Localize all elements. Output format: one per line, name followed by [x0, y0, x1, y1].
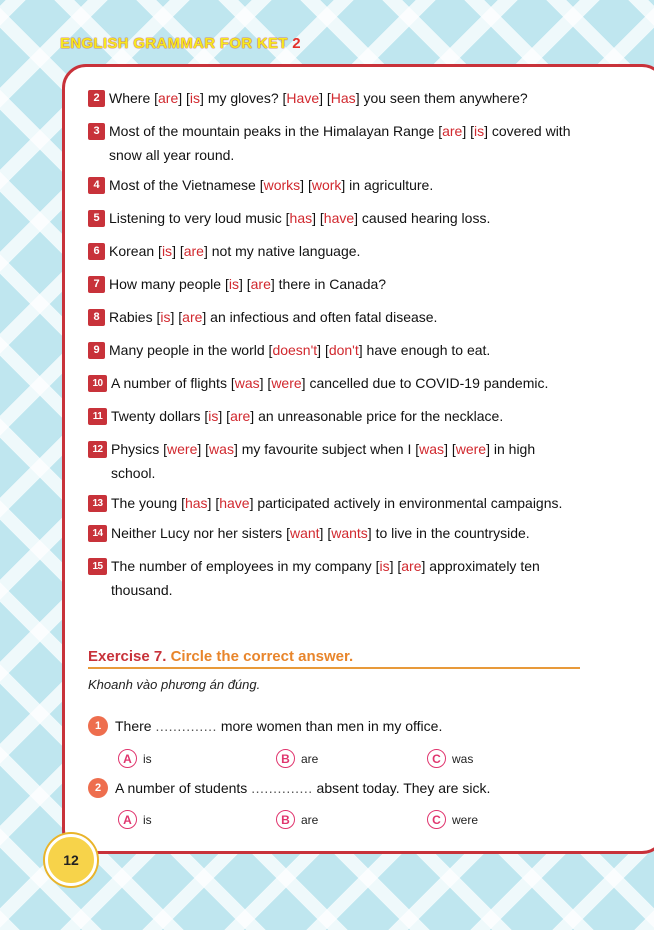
item-text [111, 491, 562, 515]
choice-2b[interactable]: B are [276, 810, 318, 829]
answer-option[interactable]: [are] [397, 558, 426, 574]
item-7 [88, 275, 580, 296]
answer-option[interactable]: [work] [307, 177, 346, 193]
answer-option[interactable]: [have] [215, 495, 254, 511]
item-text [111, 521, 530, 545]
answer-option[interactable]: [was] [205, 441, 238, 457]
choice-1a[interactable]: A is [118, 749, 152, 768]
item-12 [88, 440, 580, 485]
sentence-text: Most of the mountain peaks in the Himalayan Range [109, 123, 439, 139]
exercise-7-heading [88, 648, 580, 669]
answer-option[interactable]: [are] [178, 309, 207, 325]
item-number: 8 [88, 309, 105, 326]
sentence-text: my favourite subject when I [237, 441, 416, 457]
item-number: 13 [88, 495, 107, 512]
item-8 [88, 308, 580, 329]
sentence-text: cancelled due to COVID-19 pandemic. [305, 375, 549, 391]
choice-2a[interactable]: A is [118, 810, 152, 829]
item-text [109, 119, 580, 167]
choice-1c[interactable]: C was [427, 749, 473, 768]
answer-option[interactable]: [is] [224, 276, 243, 292]
item-2 [88, 89, 580, 110]
item-text [109, 173, 433, 197]
sentence-text: The young [111, 495, 182, 511]
item-text [109, 86, 528, 110]
item-number: 15 [88, 558, 107, 575]
item-text [111, 371, 548, 395]
sentence-text: in high school. [111, 441, 536, 481]
exercise-6-list [88, 89, 580, 611]
item-text [109, 272, 386, 296]
sentence-text: Twenty dollars [111, 408, 205, 424]
item-number: 12 [88, 441, 107, 458]
answer-option[interactable]: [want] [286, 525, 324, 541]
sentence-text: approximately ten thousand. [111, 558, 540, 598]
sentence-text: participated actively in environmental campaigns. [253, 495, 563, 511]
answer-option[interactable]: [is] [470, 123, 488, 139]
page-number: 12 [45, 834, 97, 886]
sentence-text: my gloves? [203, 90, 283, 106]
item-number: 14 [88, 525, 107, 542]
answer-option[interactable]: [are] [179, 243, 208, 259]
item-14 [88, 524, 580, 545]
sentence-text: The number of employees in my company [111, 558, 376, 574]
item-4 [88, 176, 580, 197]
sentence-text: you seen them anywhere? [359, 90, 528, 106]
sentence-text: there in Canada? [274, 276, 387, 292]
sentence-text: How many people [109, 276, 225, 292]
answer-option[interactable]: [has] [285, 210, 316, 226]
answer-option[interactable]: [don't] [324, 342, 363, 358]
item-number: 7 [88, 276, 105, 293]
answer-option[interactable]: [are] [226, 408, 255, 424]
sentence-text: A number of flights [111, 375, 231, 391]
exercise-instruction: Circle the correct answer. [170, 648, 354, 665]
answer-option[interactable]: [were] [163, 441, 202, 457]
question-number: 1 [88, 716, 108, 736]
sentence-text: Korean [109, 243, 159, 259]
sentence-text: not my native language. [207, 243, 361, 259]
answer-option[interactable]: [doesn't] [268, 342, 322, 358]
item-text [109, 338, 490, 362]
question-text: A number of students .............. absent today. They are sick. [115, 780, 491, 796]
answer-option[interactable]: [is] [204, 408, 223, 424]
item-5 [88, 209, 580, 230]
item-text [109, 206, 490, 230]
sentence-text: Neither Lucy nor her sisters [111, 525, 287, 541]
sentence-text: Where [109, 90, 155, 106]
item-15 [88, 557, 580, 602]
answer-option[interactable]: [Has] [326, 90, 360, 106]
item-number: 11 [88, 408, 107, 425]
item-text [111, 437, 580, 485]
item-number: 2 [88, 90, 105, 107]
answer-option[interactable]: [is] [186, 90, 204, 106]
item-13 [88, 494, 580, 515]
answer-option[interactable]: [is] [158, 243, 176, 259]
answer-option[interactable]: [were] [267, 375, 306, 391]
item-9 [88, 341, 580, 362]
answer-option[interactable]: [works] [259, 177, 305, 193]
item-number: 10 [88, 375, 107, 392]
item-text [111, 404, 503, 428]
answer-option[interactable]: [was] [230, 375, 264, 391]
sentence-text: Most of the Vietnamese [109, 177, 260, 193]
answer-option[interactable]: [is] [375, 558, 394, 574]
answer-option[interactable]: [is] [156, 309, 175, 325]
sentence-text: Listening to very loud music [109, 210, 286, 226]
sentence-text: Many people in the world [109, 342, 269, 358]
sentence-text: caused hearing loss. [358, 210, 491, 226]
question-text: There .............. more women than men in my office. [115, 718, 443, 734]
item-10 [88, 374, 580, 395]
sentence-text: Physics [111, 441, 164, 457]
item-6 [88, 242, 580, 263]
answer-option[interactable]: [were] [451, 441, 490, 457]
answer-option[interactable]: [wants] [327, 525, 372, 541]
answer-option[interactable]: [are] [154, 90, 183, 106]
item-text [111, 554, 580, 602]
item-number: 9 [88, 342, 105, 359]
answer-option[interactable]: [was] [415, 441, 448, 457]
item-number: 3 [88, 123, 105, 140]
item-text [109, 305, 437, 329]
item-11 [88, 407, 580, 428]
item-number: 6 [88, 243, 105, 260]
sentence-text: Rabies [109, 309, 157, 325]
sentence-text: in agriculture. [345, 177, 434, 193]
item-text [109, 239, 360, 263]
answer-option[interactable]: [has] [181, 495, 212, 511]
answer-option[interactable]: [Have] [282, 90, 323, 106]
sentence-text: an unreasonable price for the necklace. [254, 408, 504, 424]
item-number: 5 [88, 210, 105, 227]
sentence-text: have enough to eat. [362, 342, 491, 358]
book-title: ENGLISH GRAMMAR FOR KET 2 [60, 35, 301, 52]
exercise-label: Exercise 7. [88, 648, 167, 665]
question-2 [88, 778, 490, 798]
item-3 [88, 122, 580, 167]
exercise-subtitle: Khoanh vào phương án đúng. [88, 677, 261, 692]
answer-option[interactable]: [are] [246, 276, 275, 292]
sentence-text: an infectious and often fatal disease. [206, 309, 438, 325]
sentence-text: covered with snow all year round. [109, 123, 571, 163]
item-number: 4 [88, 177, 105, 194]
answer-option[interactable]: [are] [438, 123, 467, 139]
question-number: 2 [88, 778, 108, 798]
answer-option[interactable]: [have] [319, 210, 359, 226]
choice-1b[interactable]: B are [276, 749, 318, 768]
choice-2c[interactable]: C were [427, 810, 478, 829]
question-1 [88, 716, 442, 736]
sentence-text: to live in the countryside. [371, 525, 530, 541]
